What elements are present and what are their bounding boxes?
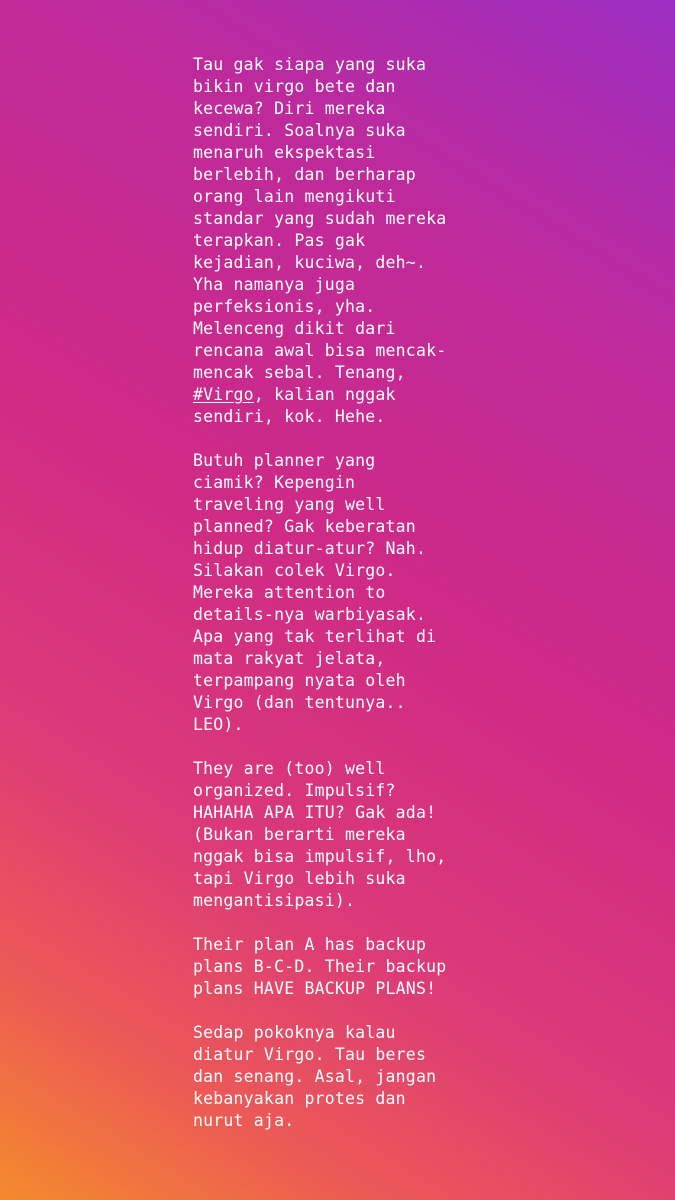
text-line: tapi Virgo lebih suka (193, 869, 406, 888)
text-line: organized. Impulsif? (193, 781, 396, 800)
text-line: terpampang nyata oleh (193, 671, 406, 690)
text-line: planned? Gak keberatan (193, 517, 416, 536)
text-line: Their plan A has backup (193, 935, 427, 954)
text-line-with-hashtag (193, 384, 633, 406)
text-line: sendiri. Soalnya suka (193, 121, 406, 140)
text-line: dan senang. Asal, jangan (193, 1067, 437, 1086)
text-line: kecewa? Diri mereka (193, 99, 386, 118)
text-line: details-nya warbiyasak. (193, 605, 427, 624)
hashtag-link[interactable]: #Virgo (193, 385, 254, 404)
text-line: Butuh planner yang (193, 451, 376, 470)
text-line: Sedap pokoknya kalau (193, 1023, 396, 1042)
text-line: kejadian, kuciwa, deh~. (193, 253, 427, 272)
text-line: Apa yang tak terlihat di (193, 627, 437, 646)
text-line: They are (too) well (193, 759, 386, 778)
text-line: orang lain mengikuti (193, 187, 396, 206)
text-line: diatur Virgo. Tau beres (193, 1045, 427, 1064)
text-line: berlebih, dan berharap (193, 165, 416, 184)
text-line: Melenceng dikit dari (193, 319, 396, 338)
paragraph-1 (193, 54, 633, 428)
text-line: nggak bisa impulsif, lho, (193, 847, 447, 866)
text-line: plans HAVE BACKUP PLANS! (193, 979, 437, 998)
paragraph-3 (193, 758, 633, 912)
paragraph-4 (193, 934, 633, 1000)
text-line: plans B-C-D. Their backup (193, 957, 447, 976)
text-line: Yha namanya juga (193, 275, 356, 294)
paragraph-2 (193, 450, 633, 736)
text-line: Virgo (dan tentunya.. (193, 693, 406, 712)
text-line: Mereka attention to (193, 583, 386, 602)
text-line: (Bukan berarti mereka (193, 825, 406, 844)
text-fragment: , kalian nggak (253, 385, 396, 404)
text-line: bikin virgo bete dan (193, 77, 396, 96)
text-line: nurut aja. (193, 1111, 295, 1130)
story-text-block (193, 54, 633, 1154)
text-line: ciamik? Kepengin (193, 473, 356, 492)
text-line: hidup diatur-atur? Nah. (193, 539, 427, 558)
text-line: sendiri, kok. Hehe. (193, 407, 386, 426)
text-line: menaruh ekspektasi (193, 143, 376, 162)
text-line: traveling yang well (193, 495, 386, 514)
text-line: kebanyakan protes dan (193, 1089, 406, 1108)
text-line: rencana awal bisa mencak- (193, 341, 447, 360)
paragraph-5 (193, 1022, 633, 1132)
text-line: Silakan colek Virgo. (193, 561, 396, 580)
text-line: terapkan. Pas gak (193, 231, 366, 250)
text-line: perfeksionis, yha. (193, 297, 376, 316)
text-line: HAHAHA APA ITU? Gak ada! (193, 803, 437, 822)
text-line: mata rakyat jelata, (193, 649, 386, 668)
text-line: Tau gak siapa yang suka (193, 55, 427, 74)
text-line: mengantisipasi). (193, 891, 356, 910)
text-line: standar yang sudah mereka (193, 209, 447, 228)
text-line: mencak sebal. Tenang, (193, 363, 406, 382)
text-line: LEO). (193, 715, 244, 734)
